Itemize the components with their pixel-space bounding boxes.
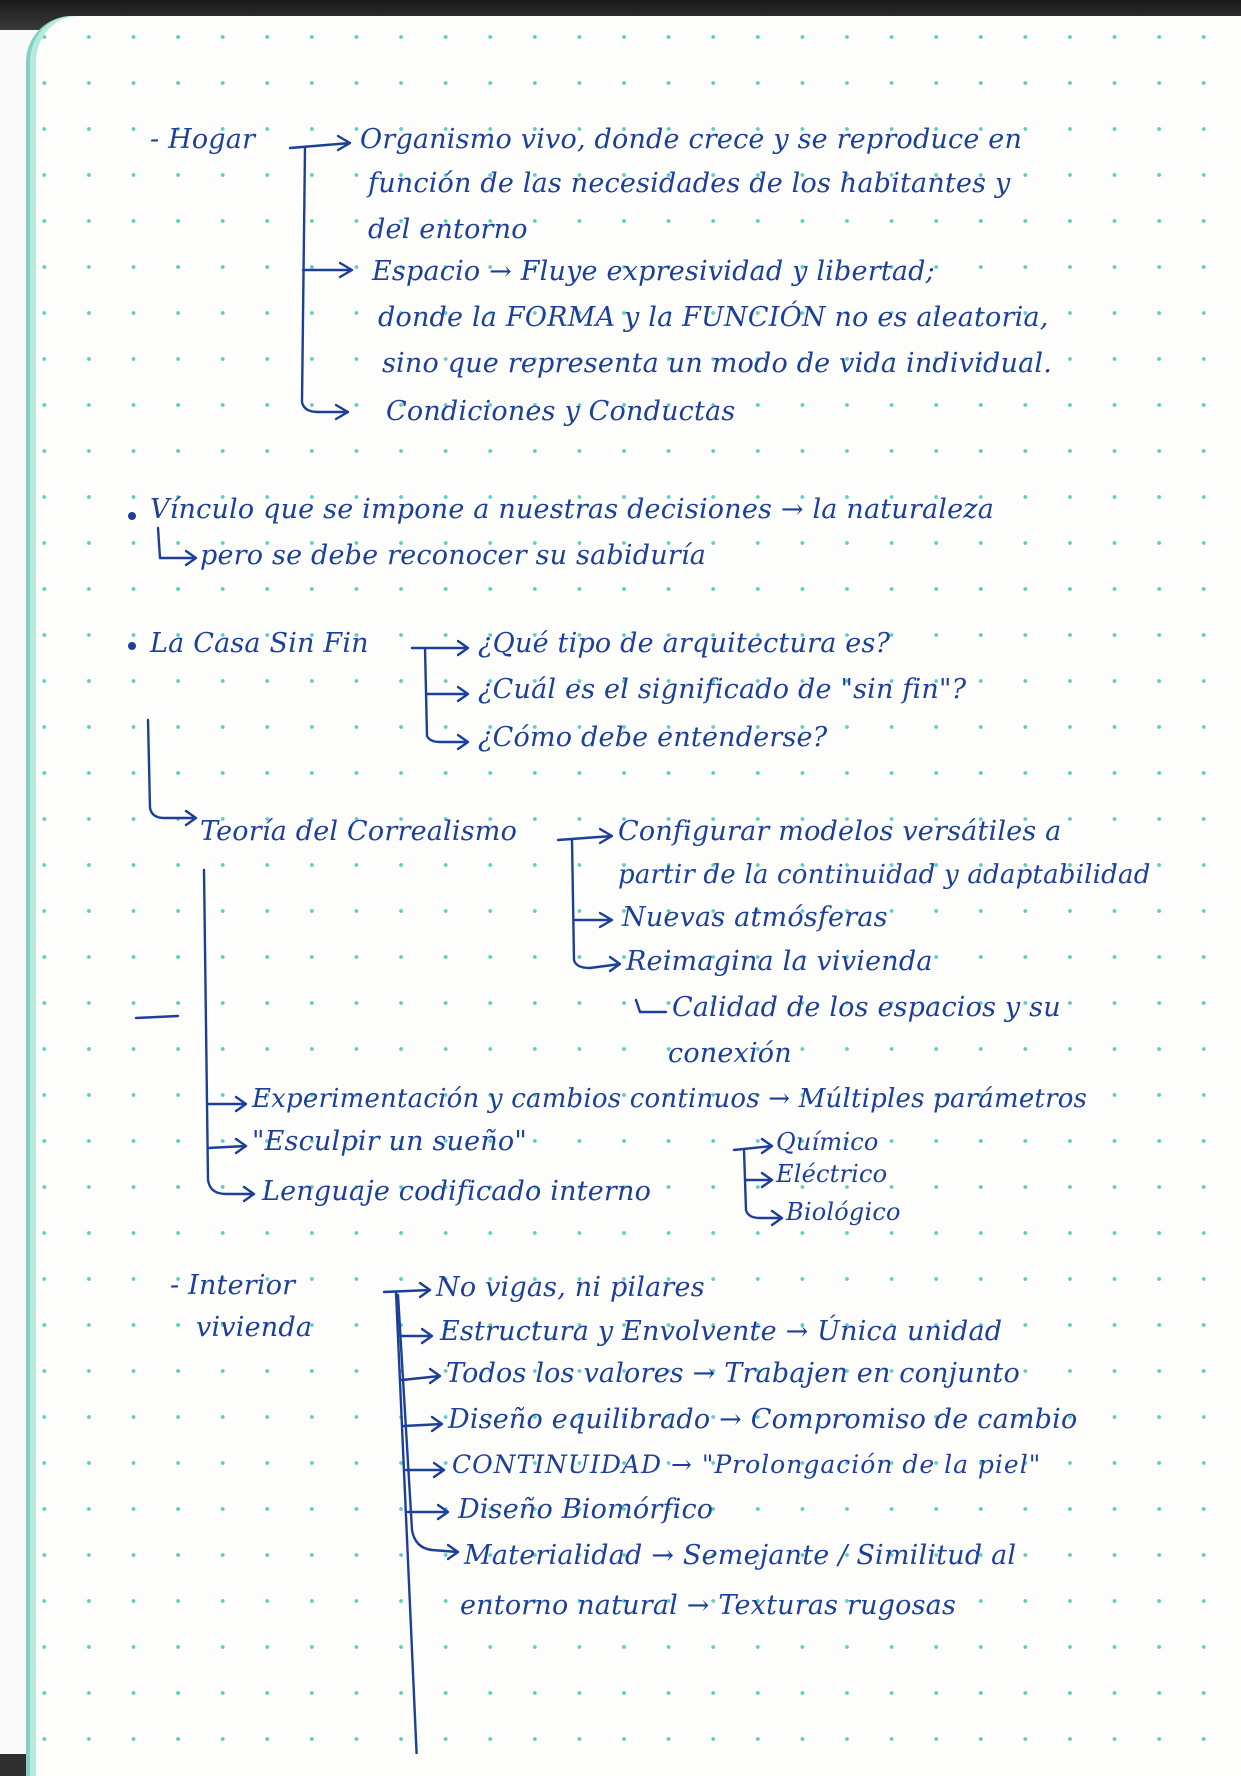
- interior-item-6: Diseño Biomórfico: [458, 1494, 714, 1525]
- interior-item-2: Estructura y Envolvente → Única unidad: [440, 1316, 1003, 1347]
- interior-arrow-4: [404, 1417, 442, 1431]
- interior-title-1: - Interior: [170, 1270, 296, 1301]
- casa-bullet: [128, 642, 136, 650]
- interior-item-5: CONTINUIDAD → "Prolongación de la piel": [452, 1450, 1042, 1479]
- interior-item-4: Diseño equilibrado → Compromiso de cambio: [448, 1404, 1078, 1435]
- teoria-title: Teoría del Correalismo: [200, 816, 518, 847]
- teoria-calidad: Calidad de los espacios y su: [672, 992, 1061, 1023]
- interior-item-7: Materialidad → Semejante / Similitud al: [464, 1540, 1017, 1571]
- hogar-definition-3: del entorno: [368, 214, 528, 245]
- hogar-condiciones: Condiciones y Conductas: [386, 396, 736, 427]
- teoria-esculpir: "Esculpir un sueño": [252, 1126, 527, 1157]
- casa-question-3: ¿Cómo debe entenderse?: [478, 722, 828, 753]
- vinculo-line-2: pero se debe reconocer su sabiduría: [200, 540, 707, 571]
- interior-arrow-3: [402, 1369, 440, 1383]
- casa-title: La Casa Sin Fin: [150, 628, 369, 659]
- interior-title-2: vivienda: [196, 1312, 313, 1343]
- teoria-biologico: Biológico: [786, 1198, 901, 1226]
- interior-item-1: No vigas, ni pilares: [436, 1272, 705, 1303]
- teoria-conexion: conexión: [668, 1038, 792, 1069]
- teoria-electrico: Eléctrico: [776, 1160, 888, 1188]
- teoria-reimagina: Reimagina la vivienda: [626, 946, 933, 977]
- hogar-definition-1: Organismo vivo, donde crece y se reproduce en: [360, 124, 1023, 155]
- interior-item-8: entorno natural → Texturas rugosas: [460, 1590, 957, 1621]
- casa-question-2: ¿Cuál es el significado de "sin fin"?: [478, 674, 967, 705]
- interior-arrow-2: [400, 1329, 432, 1343]
- hogar-espacio-1: Espacio → Fluye expresividad y libertad;: [372, 256, 935, 287]
- teoria-quimico: Químico: [776, 1128, 879, 1156]
- teoria-atmosferas: Nuevas atmósferas: [622, 902, 888, 933]
- teoria-config-2: partir de la continuidad y adaptabilidad: [618, 860, 1151, 890]
- interior-item-3: Todos los valores → Trabajen en conjunto: [446, 1358, 1020, 1389]
- hogar-espacio-2: donde la FORMA y la FUNCIÓN no es aleatoria,: [378, 302, 1049, 333]
- casa-question-1: ¿Qué tipo de arquitectura es?: [478, 628, 891, 659]
- interior-arrow-7: [432, 1545, 458, 1559]
- hogar-definition-2: función de las necesidades de los habitantes y: [368, 168, 1011, 199]
- hogar-espacio-3: sino que representa un modo de vida individual.: [382, 348, 1053, 379]
- interior-arrow-5: [406, 1463, 444, 1477]
- teoria-config-1: Configurar modelos versátiles a: [618, 816, 1062, 847]
- vinculo-bullet: [128, 512, 136, 520]
- teoria-experimentacion: Experimentación y cambios continuos → Múltiples parámetros: [252, 1084, 1088, 1114]
- teoria-lenguaje: Lenguaje codificado interno: [262, 1176, 652, 1207]
- vinculo-line-1: Vínculo que se impone a nuestras decisiones → la naturaleza: [150, 494, 995, 525]
- hogar-title: - Hogar: [150, 124, 256, 155]
- interior-arrow-6: [408, 1505, 448, 1519]
